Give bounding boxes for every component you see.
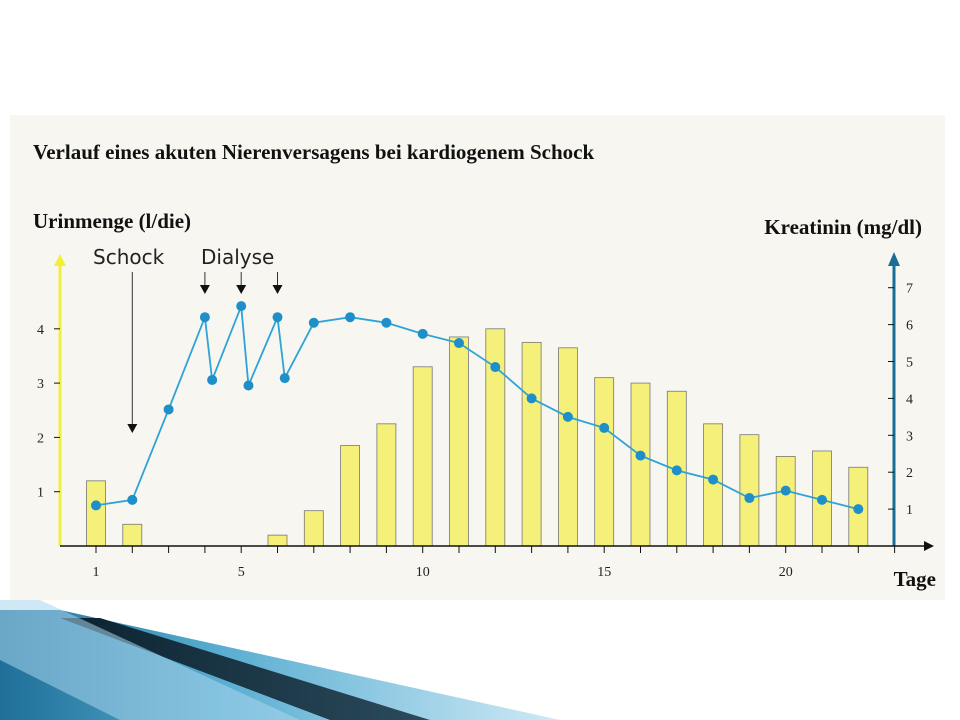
kreatinin-point: [280, 373, 290, 383]
kreatinin-point: [599, 423, 609, 433]
bar: [486, 329, 505, 546]
y-right-tick-label: 3: [906, 429, 913, 445]
bar: [522, 342, 541, 546]
kreatinin-point: [563, 412, 573, 422]
y-right-tick-label: 7: [906, 281, 913, 297]
shock-annotation: Schock: [93, 245, 165, 269]
bar: [704, 424, 723, 546]
x-tick-label: 15: [597, 565, 612, 580]
kreatinin-point: [527, 393, 537, 403]
kreatinin-point: [381, 318, 391, 328]
bar: [450, 337, 469, 546]
bar: [631, 383, 650, 546]
x-tick-label: 5: [237, 565, 245, 580]
bars-layer: [87, 329, 868, 546]
kreatinin-point: [708, 475, 718, 485]
y-left-tick-label: 4: [37, 322, 44, 338]
kreatinin-point: [781, 486, 791, 496]
slide-decoration: [0, 600, 960, 720]
bar: [776, 456, 795, 546]
y-left-axis-title: Urinmenge (l/die): [33, 209, 192, 233]
bar: [413, 367, 432, 546]
kreatinin-point: [636, 451, 646, 461]
kreatinin-point: [127, 495, 137, 505]
kreatinin-point: [744, 493, 754, 503]
x-axis-title: Tage: [893, 567, 936, 591]
bar: [304, 511, 323, 546]
chart-title: Verlauf eines akuten Nierenversagens bei kardiogenem Schock: [33, 140, 595, 164]
dialysis-arrow-head: [200, 285, 210, 294]
bar: [740, 435, 759, 546]
bar: [341, 446, 360, 546]
kreatinin-point: [243, 380, 253, 390]
kreatinin-point: [207, 375, 217, 385]
kreatinin-point: [490, 362, 500, 372]
kreatinin-point: [164, 404, 174, 414]
y-right-axis-title: Kreatinin (mg/dl): [764, 215, 922, 239]
x-axis-arrow: [924, 541, 934, 551]
y-right-tick-label: 1: [906, 503, 913, 519]
kreatinin-point: [200, 312, 210, 322]
shock-arrow-head: [127, 424, 137, 433]
kreatinin-point: [454, 338, 464, 348]
dialysis-arrow-head: [236, 285, 246, 294]
bar: [87, 481, 106, 546]
y-right-tick-label: 6: [906, 318, 913, 334]
dialysis-arrow-head: [273, 285, 283, 294]
kreatinin-point: [672, 465, 682, 475]
dialysis-annotation: Dialyse: [201, 245, 275, 269]
y-left-tick-label: 1: [37, 485, 44, 501]
bar: [377, 424, 396, 546]
y-right-axis-arrow: [888, 252, 900, 266]
kreatinin-point: [309, 318, 319, 328]
x-tick-label: 10: [415, 565, 430, 580]
kreatinin-point: [91, 500, 101, 510]
y-right-tick-label: 5: [906, 355, 913, 371]
kreatinin-point: [418, 329, 428, 339]
annotation-markers: [127, 272, 282, 433]
kreatinin-point: [273, 312, 283, 322]
y-left-axis-arrow: [54, 254, 66, 266]
kreatinin-point: [853, 504, 863, 514]
y-left-tick-label: 2: [37, 431, 44, 447]
y-right-tick-label: 2: [906, 466, 913, 482]
bar: [268, 535, 287, 546]
kreatinin-point: [817, 495, 827, 505]
bar: [595, 378, 614, 546]
x-tick-label: 20: [778, 565, 793, 580]
x-tick-label: 1: [92, 565, 100, 580]
y-left-tick-label: 3: [37, 377, 44, 393]
kreatinin-point: [236, 301, 246, 311]
kreatinin-point: [345, 312, 355, 322]
y-right-tick-label: 4: [906, 392, 913, 408]
bar: [123, 524, 142, 546]
bar: [558, 348, 577, 546]
